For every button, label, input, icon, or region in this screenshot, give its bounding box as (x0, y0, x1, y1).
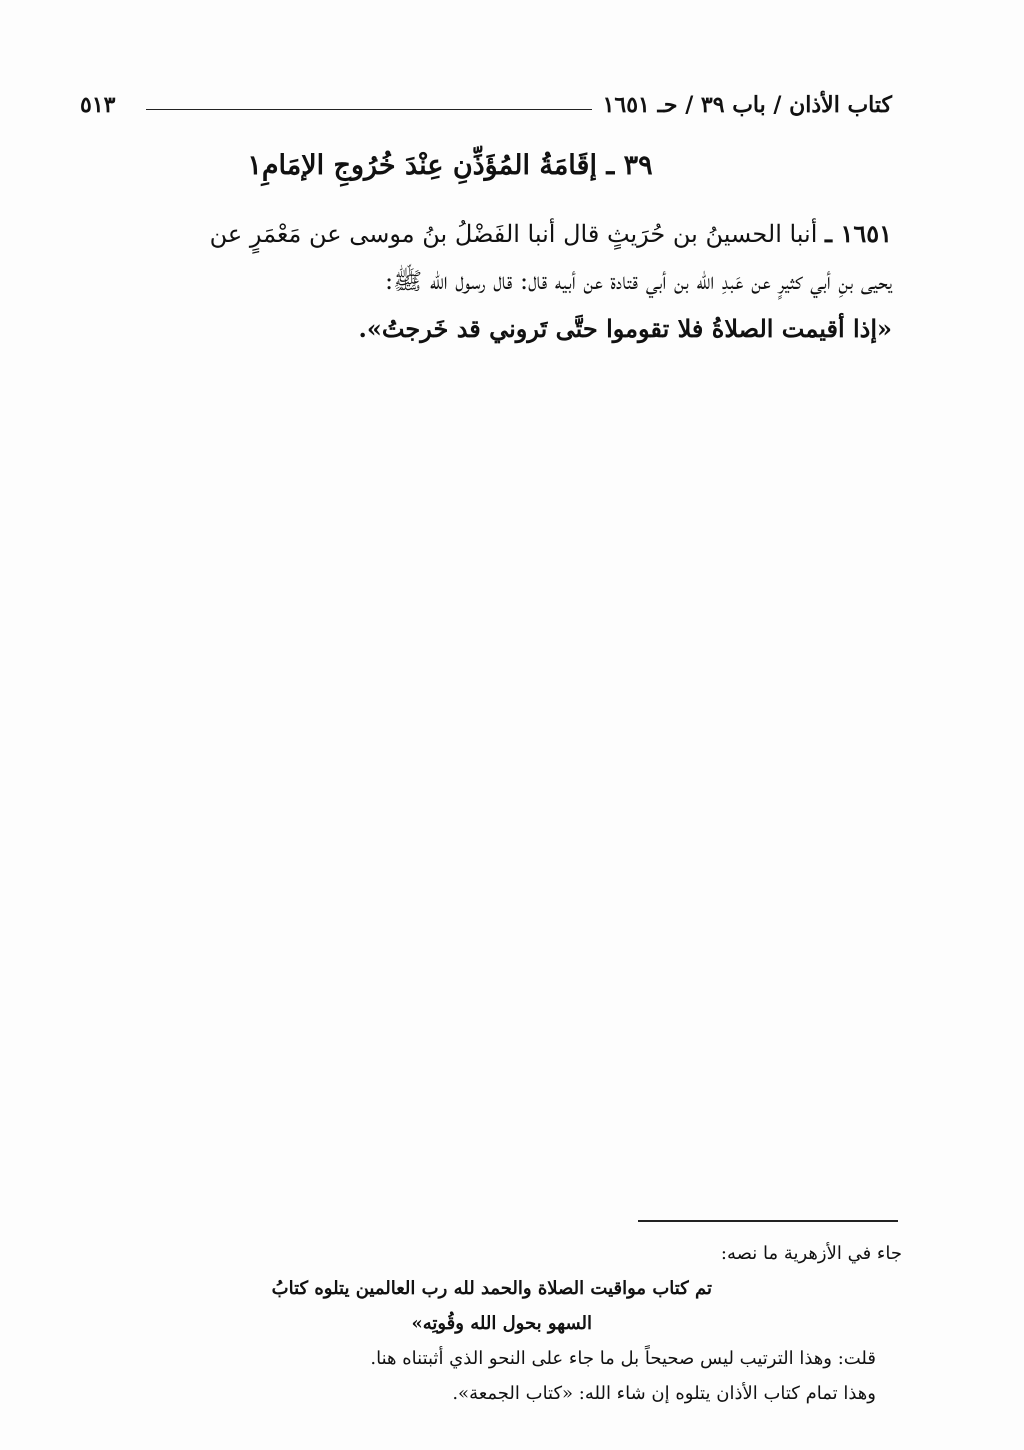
footnote-line-5: وهذا تمام كتاب الأذان يتلوه إن شاء الله: «كتاب الجمعة». (452, 1383, 876, 1404)
hadith-line-1 (80, 210, 892, 258)
hadith-number: ١٦٥١ ـ (825, 219, 892, 248)
hadith-line-2: يحيى بنِ أبي كثيرٍ عن عَبدِ الله بن أبي قتادة عن أبيه قال: قال رسول الله ﷺ: (385, 267, 892, 295)
footnote-line-4: قلت: وهذا الترتيب ليس صحيحاً بل ما جاء على النحو الذي أثبتناه هنا. (370, 1348, 876, 1369)
page-number: ٥١٣ (80, 92, 116, 118)
hadith-text (80, 210, 892, 352)
running-header-title: كتاب الأذان / باب ٣٩ / حـ ١٦٥١ (593, 92, 892, 118)
footnote-line-1: جاء في الأزهرية ما نصه: (720, 1243, 902, 1264)
chapter-title: ٣٩ ـ إقَامَةُ المُؤَذِّنِ عِنْدَ خُرُوجِ الإمَامِ١ (247, 150, 653, 181)
footnote-separator (638, 1220, 898, 1222)
footnote-line-3: السهو بحول الله وقُوتِه» (411, 1313, 592, 1334)
running-header-rule (146, 109, 592, 110)
footnote-line-2: تم كتاب مواقيت الصلاة والحمد لله رب العالمين يتلوه كتابُ (271, 1278, 712, 1299)
footnotes (120, 1236, 902, 1411)
hadith-isnad-1: أنبا الحسينُ بن حُرَيثٍ قال أنبا الفَضْلُ بنُ موسى عن مَعْمَرٍ عن (209, 220, 818, 248)
running-header (80, 92, 892, 124)
hadith-matn: «إذا أقيمت الصلاةُ فلا تقوموا حتَّى تَروني قد خَرجتُ». (358, 314, 892, 343)
